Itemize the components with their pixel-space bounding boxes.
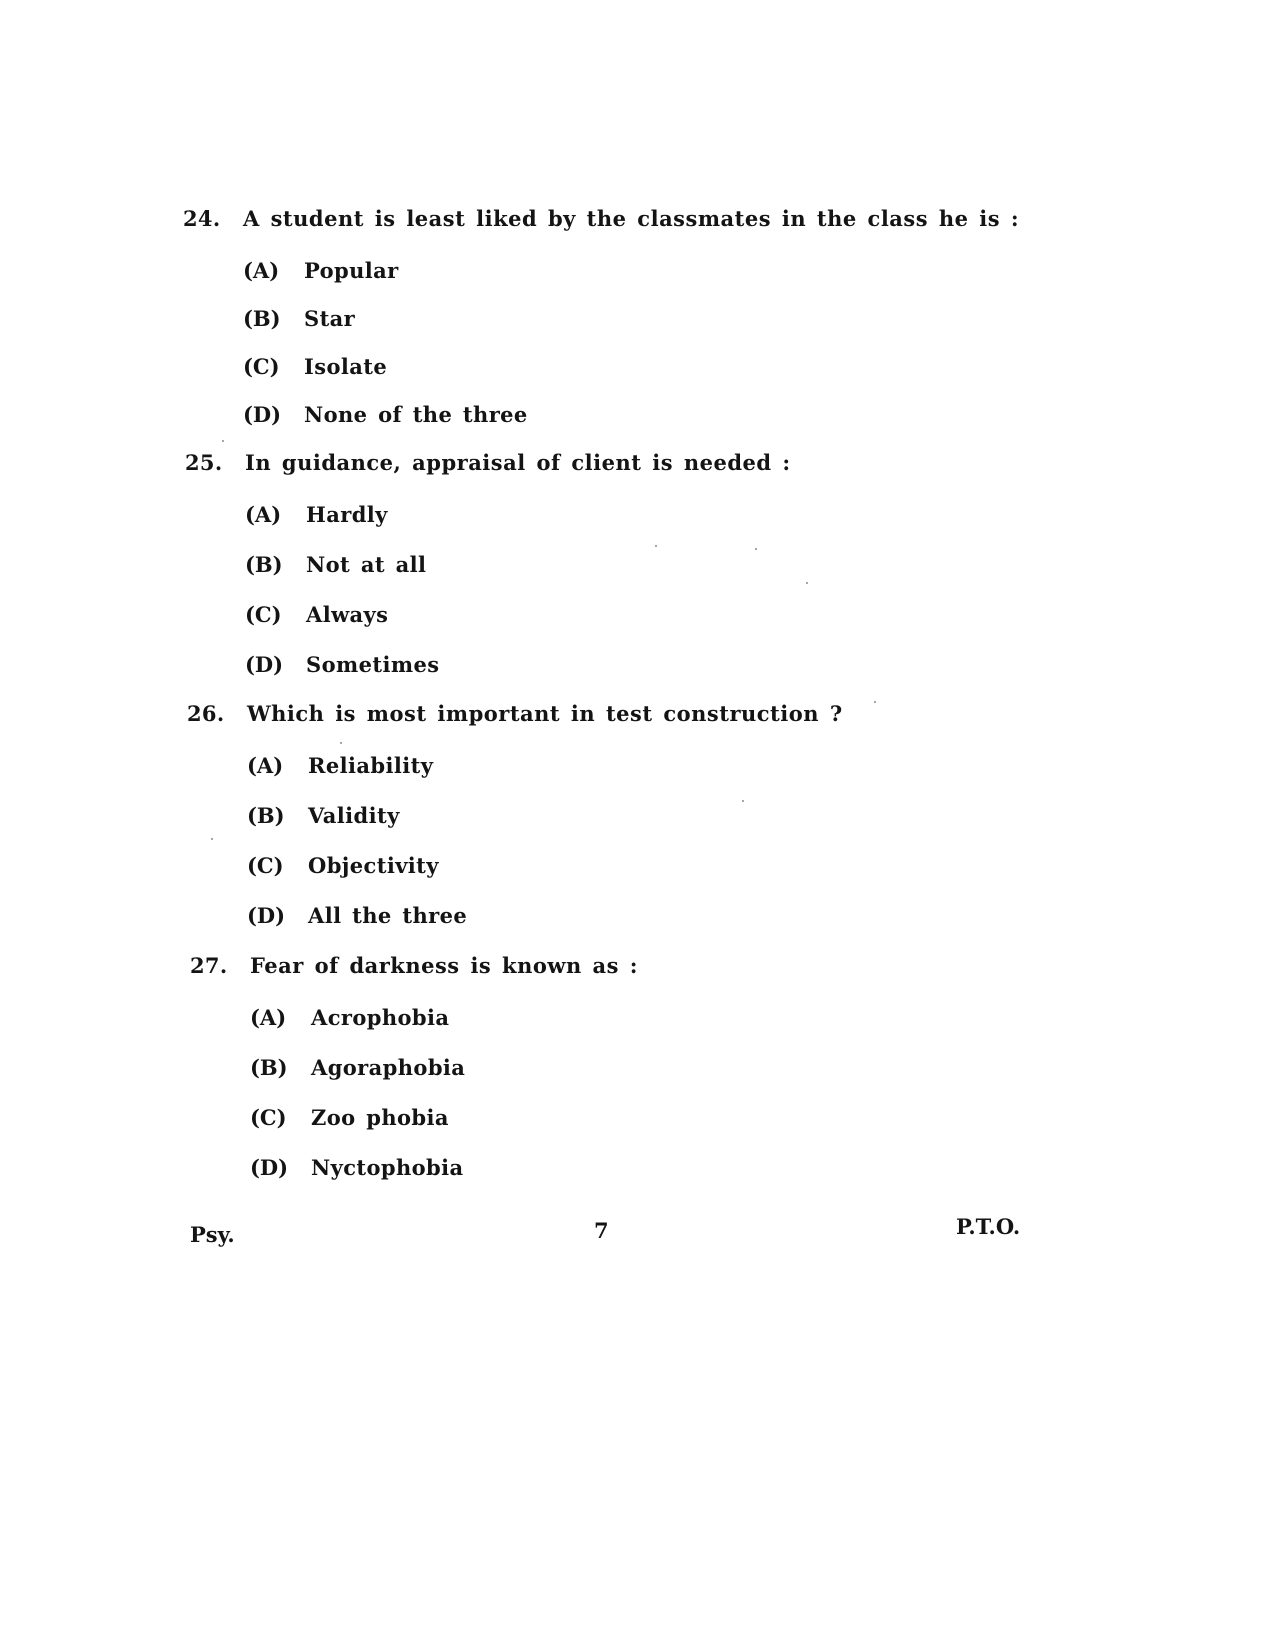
scan-speck [742, 800, 744, 802]
option-text: Objectivity [308, 853, 439, 878]
question-text: Which is most important in test construction ? [247, 701, 843, 726]
option-letter: (C) [245, 602, 282, 627]
question-27 [190, 953, 1275, 1203]
option-text: Zoo phobia [311, 1105, 449, 1130]
option-letter: (A) [250, 1005, 287, 1030]
option-letter: (A) [245, 502, 282, 527]
option-letter: (B) [250, 1055, 288, 1080]
option-letter: (C) [250, 1105, 287, 1130]
option-text: Sometimes [306, 652, 440, 677]
option-letter: (D) [250, 1155, 289, 1180]
option-text: Popular [304, 258, 399, 283]
option-text: None of the three [304, 402, 528, 427]
scan-speck [655, 545, 657, 547]
option-text: Always [306, 602, 389, 627]
option-text: Star [304, 306, 356, 331]
option-letter: (B) [245, 552, 283, 577]
question-26 [187, 701, 1275, 951]
option-letter: (B) [243, 306, 281, 331]
option-text: Acrophobia [311, 1005, 450, 1030]
scan-speck [874, 701, 876, 703]
option-text: Isolate [304, 354, 388, 379]
scan-speck [755, 548, 757, 550]
option-letter: (A) [247, 753, 284, 778]
footer-pto: P.T.O. [956, 1214, 1021, 1239]
option-letter: (C) [243, 354, 280, 379]
option-text: Reliability [308, 753, 434, 778]
option-text: All the three [308, 903, 468, 928]
question-number: 26. [187, 701, 225, 726]
scan-speck [340, 742, 342, 744]
option-letter: (D) [243, 402, 282, 427]
option-text: Agoraphobia [311, 1055, 466, 1080]
question-number: 27. [190, 953, 228, 978]
footer-page-number: 7 [594, 1218, 609, 1243]
option-letter: (D) [245, 652, 284, 677]
option-letter: (C) [247, 853, 284, 878]
option-letter: (B) [247, 803, 285, 828]
question-24 [183, 206, 1275, 456]
option-text: Hardly [306, 502, 388, 527]
question-text: A student is least liked by the classmates in the class he is : [243, 206, 1020, 231]
footer-subject: Psy. [190, 1222, 235, 1247]
question-number: 25. [185, 450, 223, 475]
scan-speck [211, 838, 213, 840]
option-text: Nyctophobia [311, 1155, 464, 1180]
option-text: Validity [308, 803, 400, 828]
question-number: 24. [183, 206, 221, 231]
question-text: Fear of darkness is known as : [250, 953, 639, 978]
option-text: Not at all [306, 552, 427, 577]
question-25 [185, 450, 1275, 700]
option-letter: (D) [247, 903, 286, 928]
option-letter: (A) [243, 258, 280, 283]
question-text: In guidance, appraisal of client is needed : [245, 450, 791, 475]
scan-speck [222, 440, 224, 442]
scan-speck [806, 582, 808, 584]
